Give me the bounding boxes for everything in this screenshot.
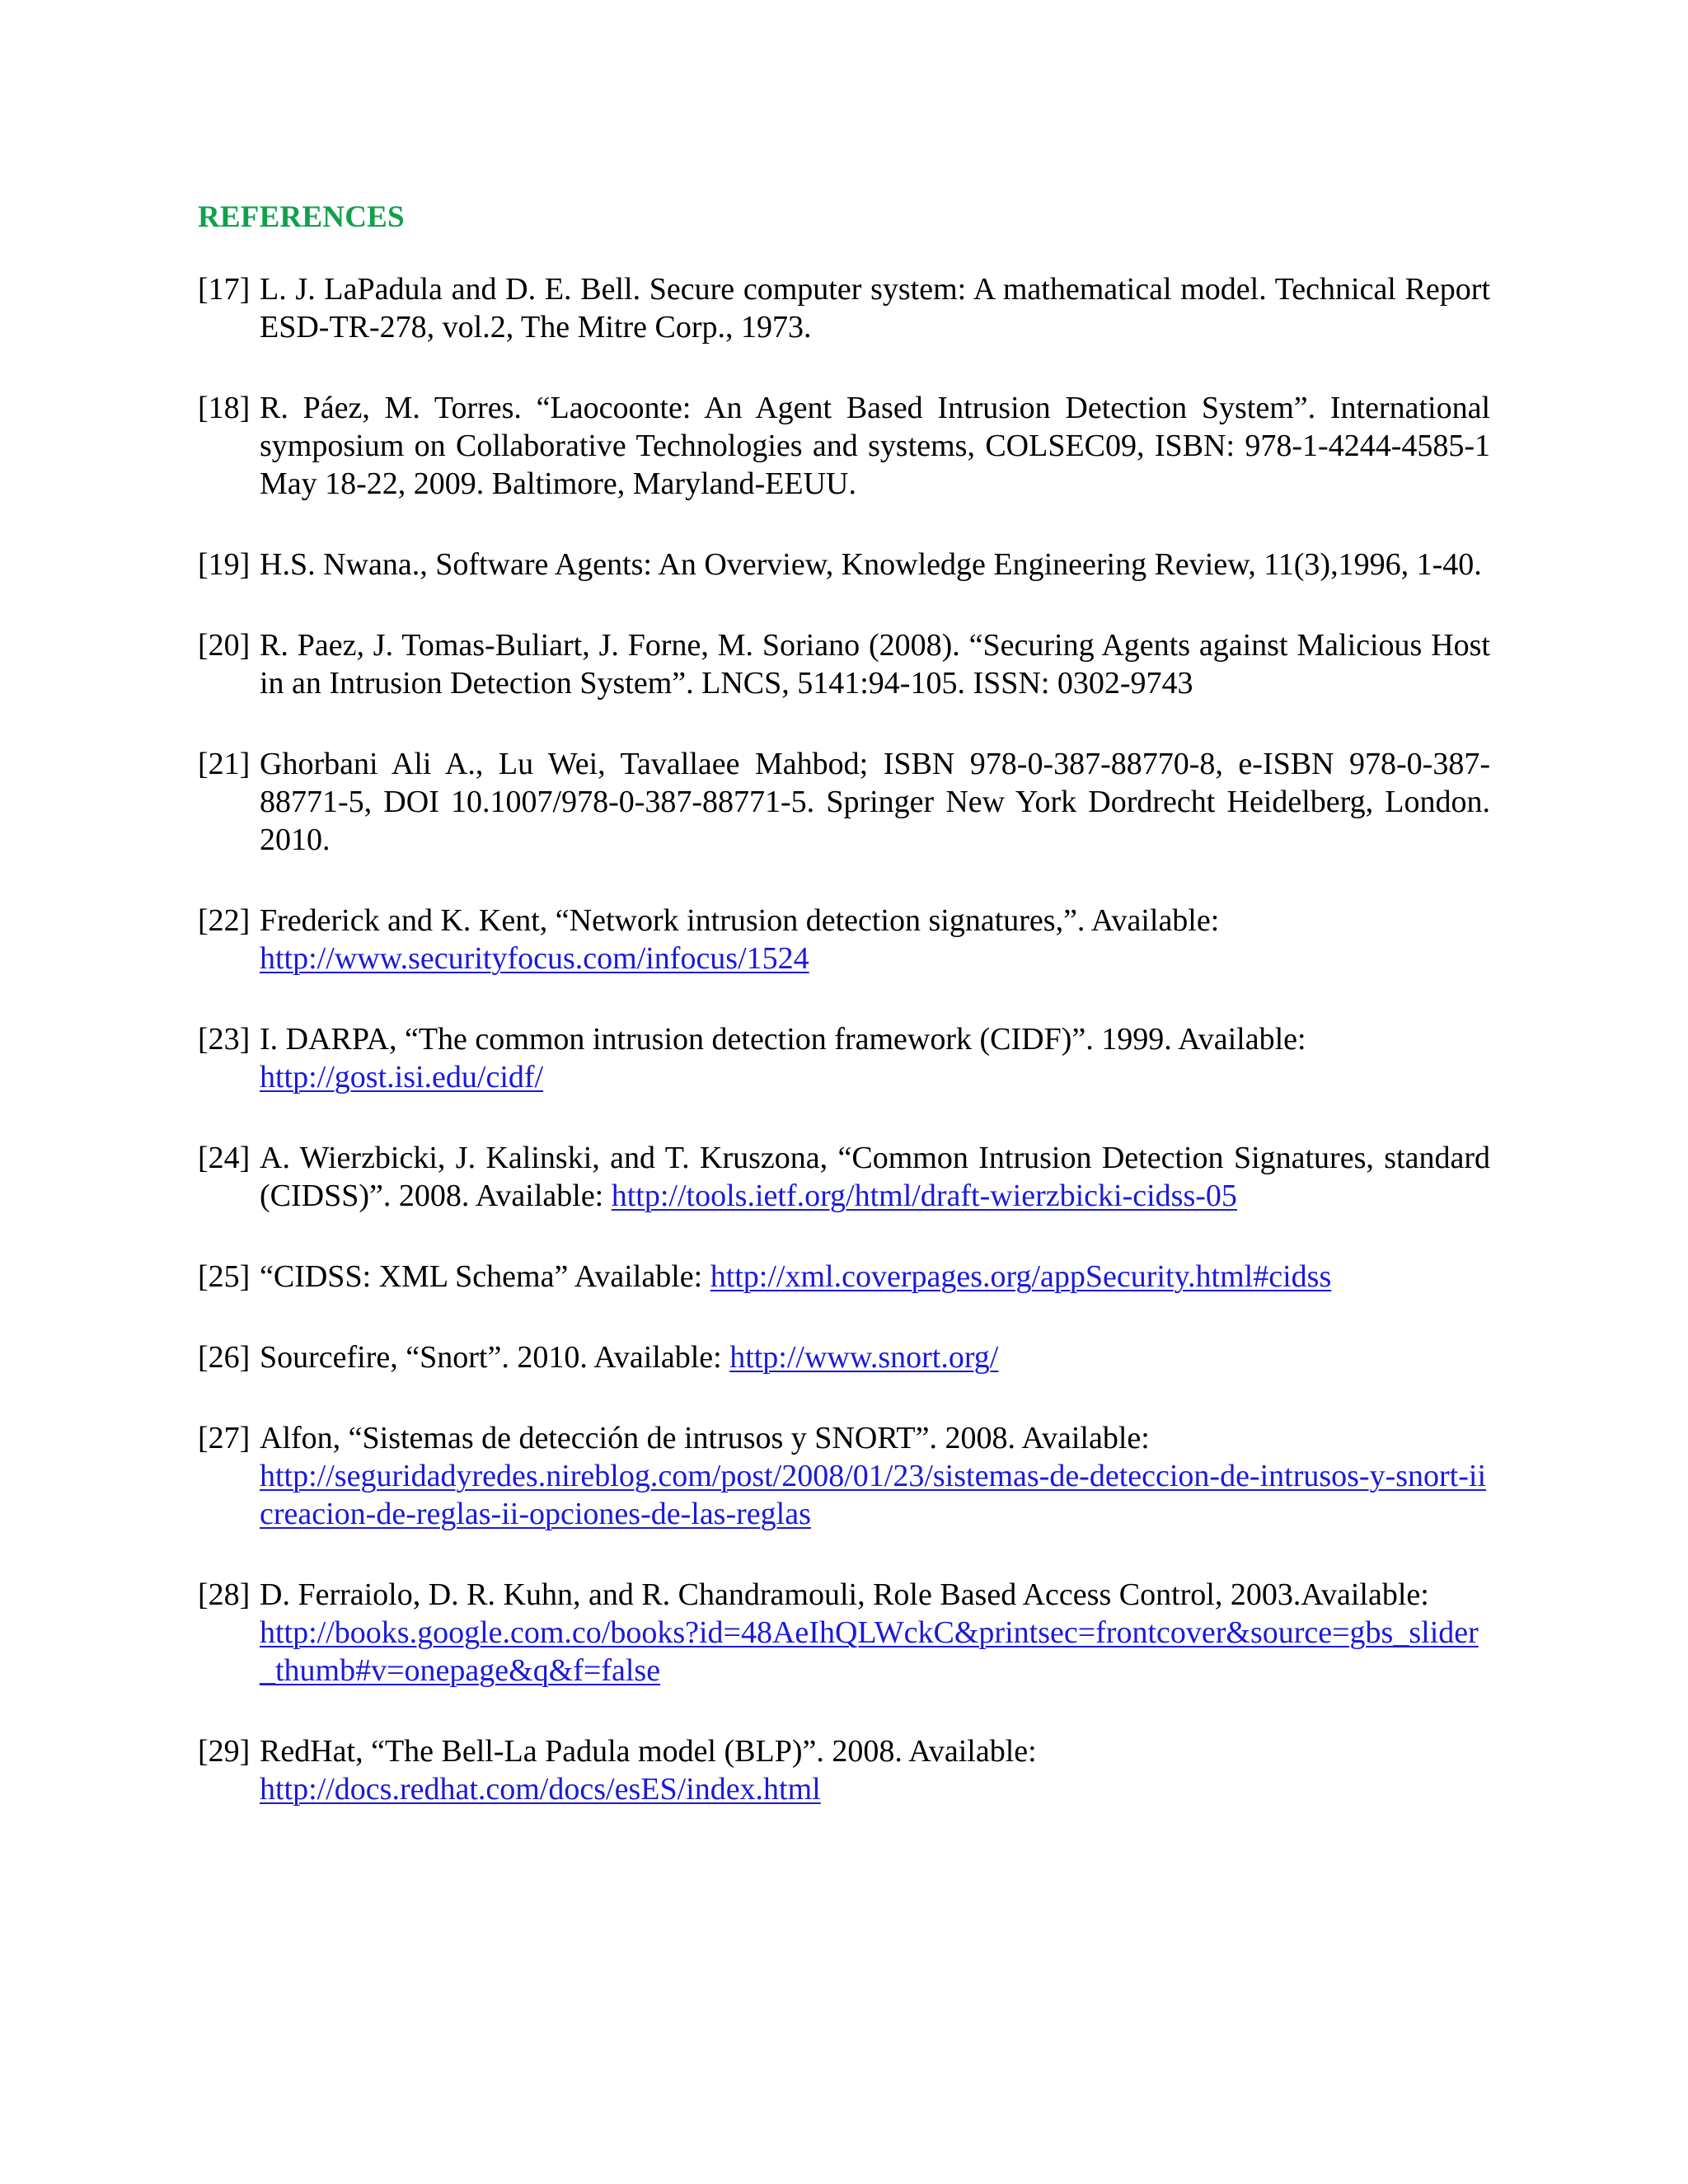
reference-27	[198, 1419, 1490, 1533]
reference-text	[260, 1020, 1490, 1096]
reference-text-content: Frederick and K. Kent, “Network intrusion detection signatures,”. Available:	[260, 903, 1220, 938]
reference-text: R. Paez, J. Tomas-Buliart, J. Forne, M. Soriano (2008). “Securing Agents against Malicious Host in an Intrusion Detection System”. LNCS, 5141:94-105. ISSN: 0302-9743	[260, 628, 1490, 701]
reference-24	[198, 1139, 1490, 1215]
reference-number: [29]	[198, 1734, 251, 1769]
reference-number: [23]	[198, 1022, 251, 1057]
reference-text-content: D. Ferraiolo, D. R. Kuhn, and R. Chandramouli, Role Based Access Control, 2003.Available:	[260, 1577, 1429, 1612]
reference-number: [28]	[198, 1577, 251, 1612]
reference-link[interactable]: http://gost.isi.edu/cidf/	[260, 1060, 544, 1094]
reference-link[interactable]: http://xml.coverpages.org/appSecurity.html#cidss	[710, 1259, 1332, 1294]
reference-link[interactable]: http://docs.redhat.com/docs/esES/index.html	[260, 1772, 821, 1807]
reference-number: [21]	[198, 747, 251, 781]
reference-22	[198, 902, 1490, 977]
reference-23	[198, 1020, 1490, 1096]
reference-text-content: Alfon, “Sistemas de detección de intrusos y SNORT”. 2008. Available:	[260, 1421, 1150, 1455]
reference-link[interactable]: http://books.google.com.co/books?id=48AeIhQLWckC&printsec=frontcover&source=gbs_slider_thumb#v=onepage&q&f=false	[260, 1615, 1479, 1688]
reference-text	[260, 1258, 1490, 1296]
reference-18	[198, 389, 1490, 503]
reference-number: [25]	[198, 1259, 251, 1294]
reference-list	[198, 270, 1490, 1851]
reference-21	[198, 745, 1490, 859]
reference-number: [19]	[198, 547, 251, 582]
reference-17	[198, 270, 1490, 346]
reference-20	[198, 626, 1490, 702]
reference-25	[198, 1258, 1490, 1296]
reference-text-content: RedHat, “The Bell-La Padula model (BLP)”. 2008. Available:	[260, 1734, 1037, 1769]
reference-text-content: A. Wierzbicki, J. Kalinski, and T. Kruszona, “Common Intrusion Detection Signatures, standard (CIDSS)”. 2008. Available:	[260, 1141, 1490, 1213]
reference-text-content: Sourcefire, “Snort”. 2010. Available:	[260, 1340, 722, 1375]
reference-text: Ghorbani Ali A., Lu Wei, Tavallaee Mahbod; ISBN 978-0-387-88770-8, e-ISBN 978-0-387-88771-5, DOI 10.1007/978-0-387-88771-5. Springer New York Dordrecht Heidelberg, London. 2010.	[260, 747, 1490, 857]
reference-text	[260, 1419, 1490, 1533]
reference-26	[198, 1338, 1490, 1376]
reference-number: [22]	[198, 903, 251, 938]
reference-text	[260, 1576, 1490, 1690]
reference-text-content: “CIDSS: XML Schema” Available:	[260, 1259, 703, 1294]
reference-number: [27]	[198, 1421, 251, 1455]
reference-text: L. J. LaPadula and D. E. Bell. Secure computer system: A mathematical model. Technical Report ESD-TR-278, vol.2, The Mitre Corp., 1973.	[260, 272, 1490, 344]
reference-link[interactable]: http://seguridadyredes.nireblog.com/post/2008/01/23/sistemas-de-deteccion-de-intrusos-y-snort-iicreacion-de-reglas-ii-opciones-de-las-reglas	[260, 1459, 1487, 1531]
reference-text: R. Páez, M. Torres. “Laocoonte: An Agent Based Intrusion Detection System”. International symposium on Collaborative Technologies and systems, COLSEC09, ISBN: 978-1-4244-4585-1 May 18-22, 2009. Baltimore, Maryland-EEUU.	[260, 391, 1490, 501]
reference-text	[260, 902, 1490, 977]
reference-number: [18]	[198, 391, 251, 425]
references-heading: REFERENCES	[198, 200, 405, 234]
reference-text	[260, 1338, 1490, 1376]
reference-text: H.S. Nwana., Software Agents: An Overview, Knowledge Engineering Review, 11(3),1996, 1-40.	[260, 547, 1482, 582]
reference-number: [26]	[198, 1340, 251, 1375]
reference-text	[260, 1732, 1490, 1808]
reference-28	[198, 1576, 1490, 1690]
reference-text	[260, 1139, 1490, 1215]
reference-number: [20]	[198, 628, 251, 663]
reference-link[interactable]: http://www.snort.org/	[729, 1340, 999, 1375]
reference-number: [17]	[198, 272, 251, 307]
reference-text-content: I. DARPA, “The common intrusion detection framework (CIDF)”. 1999. Available:	[260, 1022, 1306, 1057]
reference-19	[198, 546, 1490, 583]
reference-29	[198, 1732, 1490, 1808]
reference-number: [24]	[198, 1141, 251, 1175]
reference-link[interactable]: http://tools.ietf.org/html/draft-wierzbicki-cidss-05	[611, 1179, 1237, 1213]
reference-link[interactable]: http://www.securityfocus.com/infocus/1524	[260, 941, 809, 976]
